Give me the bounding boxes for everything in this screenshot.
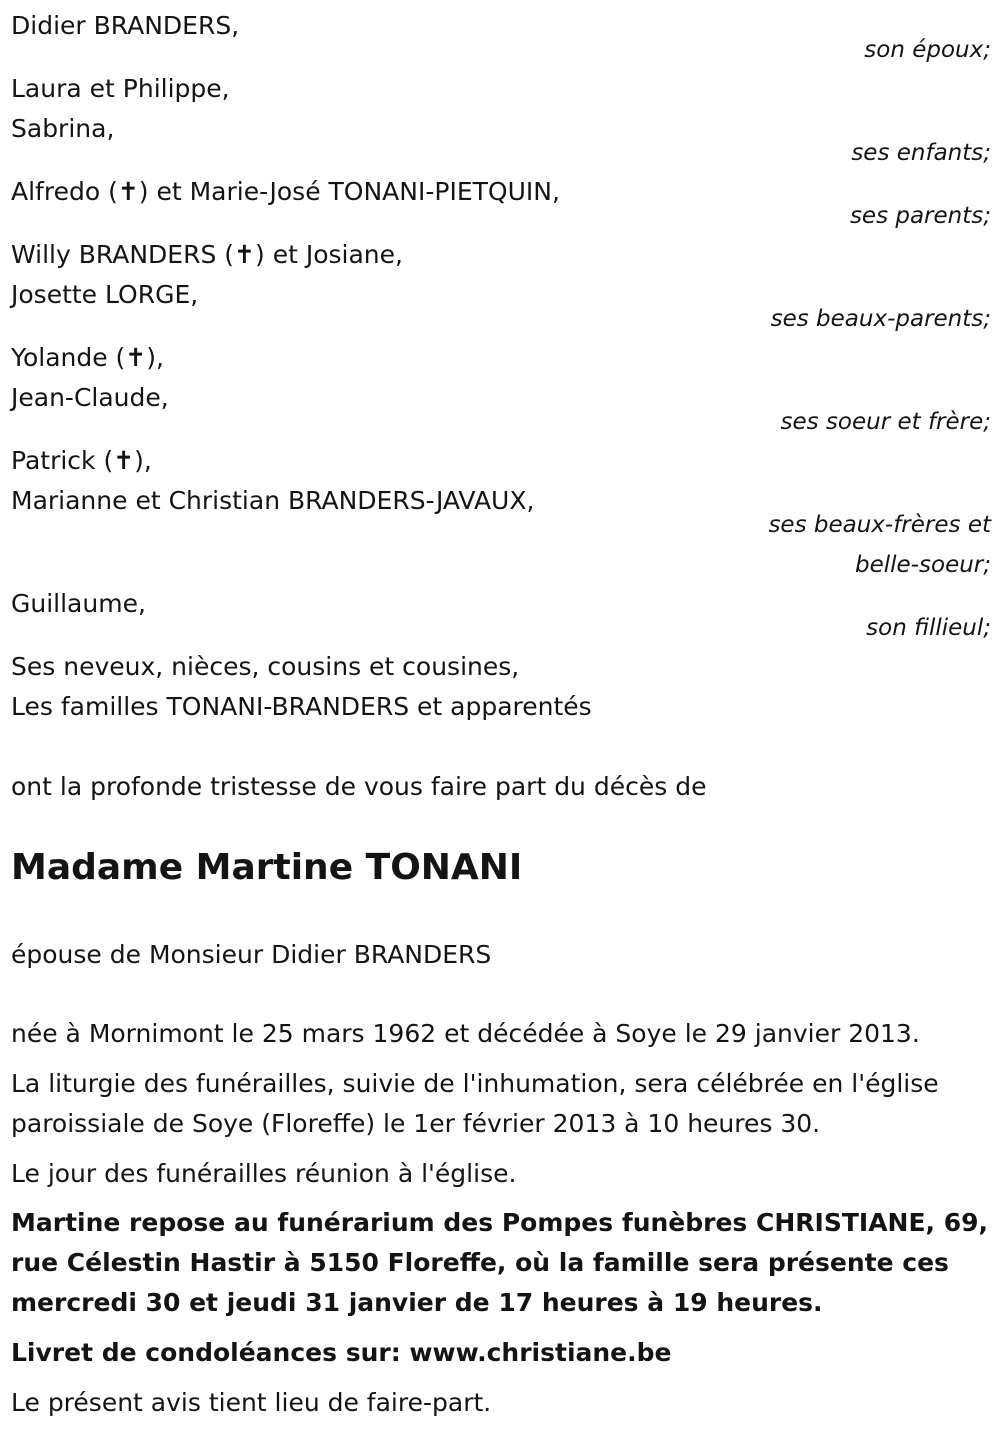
in-laws-relation: ses beaux-parents; (770, 306, 991, 332)
in-laws-name-2: Josette LORGE, (11, 280, 199, 309)
spouse-of-text: épouse de Monsieur Didier BRANDERS (11, 940, 492, 969)
sibling-in-law-relation-1: ses beaux-frères et (768, 512, 991, 538)
parents-relation: ses parents; (849, 203, 991, 229)
parents-names: Alfredo (✝) et Marie-José TONANI-PIETQUIN, (11, 177, 560, 206)
spouse-relation: son époux; (864, 37, 991, 63)
siblings-relation: ses soeur et frère; (780, 409, 991, 435)
meeting-text: Le jour des funérailles réunion à l'église. (11, 1159, 517, 1188)
sibling-in-law-name-2: Marianne et Christian BRANDERS-JAVAUX, (11, 486, 535, 515)
godson-relation: son fillieul; (866, 615, 991, 641)
sibling-name-1: Yolande (✝), (11, 343, 164, 372)
funerarium-text-1: Martine repose au funérarium des Pompes funèbres CHRISTIANE, 69, (11, 1208, 989, 1237)
extended-family-1: Ses neveux, nièces, cousins et cousines, (11, 652, 520, 681)
announcement-text: ont la profonde tristesse de vous faire part du décès de (11, 772, 707, 801)
in-laws-name-1: Willy BRANDERS (✝) et Josiane, (11, 240, 403, 269)
funerarium-text-2: rue Célestin Hastir à 5150 Floreffe, où la famille sera présente ces (11, 1248, 949, 1277)
extended-family-2: Les familles TONANI-BRANDERS et apparentés (11, 692, 592, 721)
child-name-2: Sabrina, (11, 114, 115, 143)
funerarium-text-3: mercredi 30 et jeudi 31 janvier de 17 heures à 19 heures. (11, 1288, 823, 1317)
liturgy-text-1: La liturgie des funérailles, suivie de l'inhumation, sera célébrée en l'église (11, 1069, 939, 1098)
children-relation: ses enfants; (851, 140, 991, 166)
notice-text: Le présent avis tient lieu de faire-part. (11, 1388, 492, 1417)
sibling-name-2: Jean-Claude, (11, 383, 169, 412)
child-name-1: Laura et Philippe, (11, 74, 230, 103)
spouse-name: Didier BRANDERS, (11, 11, 240, 40)
deceased-name: Madame Martine TONANI (11, 847, 523, 888)
liturgy-text-2: paroissiale de Soye (Floreffe) le 1er février 2013 à 10 heures 30. (11, 1109, 821, 1138)
condolences-text: Livret de condoléances sur: www.christiane.be (11, 1338, 672, 1367)
sibling-in-law-name-1: Patrick (✝), (11, 446, 152, 475)
birth-death-text: née à Mornimont le 25 mars 1962 et décédée à Soye le 29 janvier 2013. (11, 1019, 920, 1048)
sibling-in-law-relation-2: belle-soeur; (855, 552, 991, 578)
godson-name: Guillaume, (11, 589, 146, 618)
